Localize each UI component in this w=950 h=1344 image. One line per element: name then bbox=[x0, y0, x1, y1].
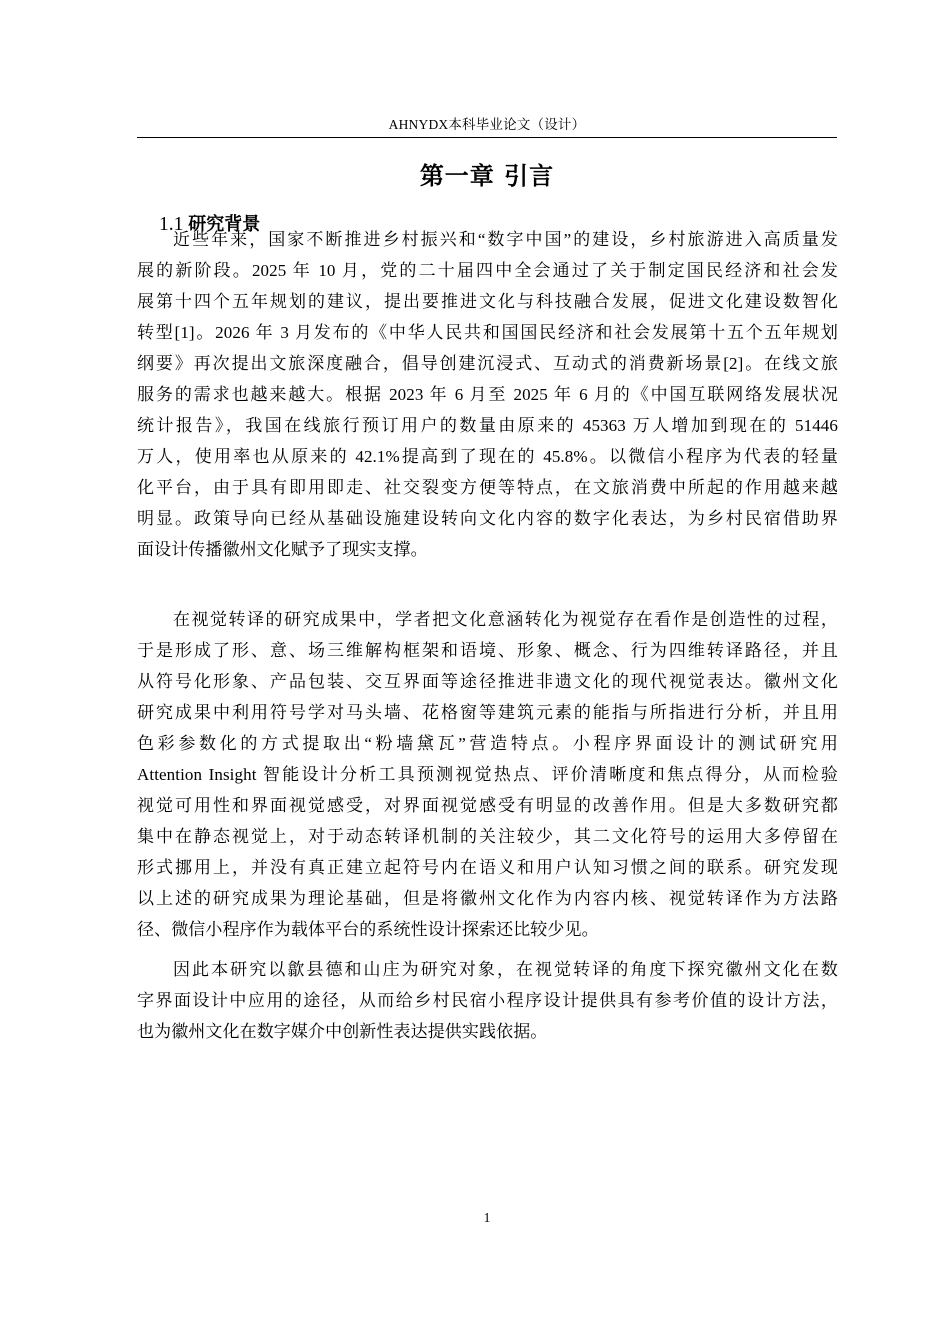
paragraph-line: 统计报告》，我国在线旅行预订用户的数量由原来的 45363 万人增加到现在的 51446 bbox=[137, 416, 838, 435]
chapter-title: 第一章 引言 bbox=[419, 162, 555, 190]
paragraph-line: 字界面设计中应用的途径，从而给乡村民宿小程序设计提供具有参考价值的设计方法， bbox=[137, 991, 838, 1010]
paragraph-line: 转型[1]。2026 年 3 月发布的《中华人民共和国国民经济和社会发展第十五个五年规划 bbox=[137, 323, 838, 342]
paragraph-line: 于是形成了形、意、场三维解构框架和语境、形象、概念、行为四维转译路径，并且 bbox=[137, 641, 838, 660]
section-title-text: 研究背景 bbox=[188, 214, 261, 235]
paragraph-line: 在视觉转译的研究成果中，学者把文化意涵转化为视觉存在看作是创造性的过程， bbox=[173, 610, 838, 629]
paragraph-3 bbox=[137, 954, 838, 1047]
paragraph-line: 色彩参数化的方式提取出“粉墙黛瓦”营造特点。小程序界面设计的测试研究用 bbox=[137, 734, 838, 753]
paragraph-line: 服务的需求也越来越大。根据 2023 年 6 月至 2025 年 6 月的《中国互联网络发展状况 bbox=[137, 385, 838, 404]
paragraph-line: 径、微信小程序作为载体平台的系统性设计探索还比较少见。 bbox=[137, 920, 599, 939]
paragraph-line: 面设计传播徽州文化赋予了现实支撑。 bbox=[137, 540, 428, 559]
paragraph-line: 展的新阶段。2025 年 10 月，党的二十届四中全会通过了关于制定国民经济和社会发 bbox=[137, 261, 838, 280]
paragraph-2 bbox=[137, 604, 838, 945]
page-number: 1 bbox=[483, 1210, 491, 1225]
paragraph-line: 展第十四个五年规划的建议，提出要推进文化与科技融合发展，促进文化建设数智化 bbox=[137, 292, 838, 311]
header-rule bbox=[137, 137, 837, 138]
paragraph-line: 也为徽州文化在数字媒介中创新性表达提供实践依据。 bbox=[137, 1022, 548, 1041]
paragraph-line: 视觉可用性和界面视觉感受，对界面视觉感受有明显的改善作用。但是大多数研究都 bbox=[137, 796, 838, 815]
paragraph-line: 近些年来，国家不断推进乡村振兴和“数字中国”的建设，乡村旅游进入高质量发 bbox=[173, 230, 838, 249]
paragraph-line: Attention Insight 智能设计分析工具预测视觉热点、评价清晰度和焦点得分，从而检验 bbox=[137, 765, 838, 784]
paragraph-line: 集中在静态视觉上，对于动态转译机制的关注较少，其二文化符号的运用大多停留在 bbox=[137, 827, 838, 846]
paragraph-line: 研究成果中利用符号学对马头墙、花格窗等建筑元素的能指与所指进行分析，并且用 bbox=[137, 703, 838, 722]
paragraph-line: 明显。政策导向已经从基础设施建设转向文化内容的数字化表达，为乡村民宿借助界 bbox=[137, 509, 838, 528]
section-number: 1.1 bbox=[159, 214, 184, 235]
running-header: AHNYDX本科毕业论文（设计） bbox=[388, 117, 586, 132]
paragraph-line: 形式挪用上，并没有真正建立起符号内在语义和用户认知习惯之间的联系。研究发现 bbox=[137, 858, 838, 877]
paragraph-line: 化平台，由于具有即用即走、社交裂变方便等特点，在文旅消费中所起的作用越来越 bbox=[137, 478, 838, 497]
paragraph-1 bbox=[137, 224, 838, 565]
paragraph-line: 因此本研究以歙县德和山庄为研究对象，在视觉转译的角度下探究徽州文化在数 bbox=[173, 960, 838, 979]
paragraph-line: 纲要》再次提出文旅深度融合，倡导创建沉浸式、互动式的消费新场景[2]。在线文旅 bbox=[137, 354, 838, 373]
paragraph-line: 从符号化形象、产品包装、交互界面等途径推进非遗文化的现代视觉表达。徽州文化 bbox=[137, 672, 838, 691]
paragraph-line: 以上述的研究成果为理论基础，但是将徽州文化作为内容内核、视觉转译作为方法路 bbox=[137, 889, 838, 908]
paragraph-line: 万人，使用率也从原来的 42.1%提高到了现在的 45.8%。以微信小程序为代表的轻量 bbox=[137, 447, 838, 466]
